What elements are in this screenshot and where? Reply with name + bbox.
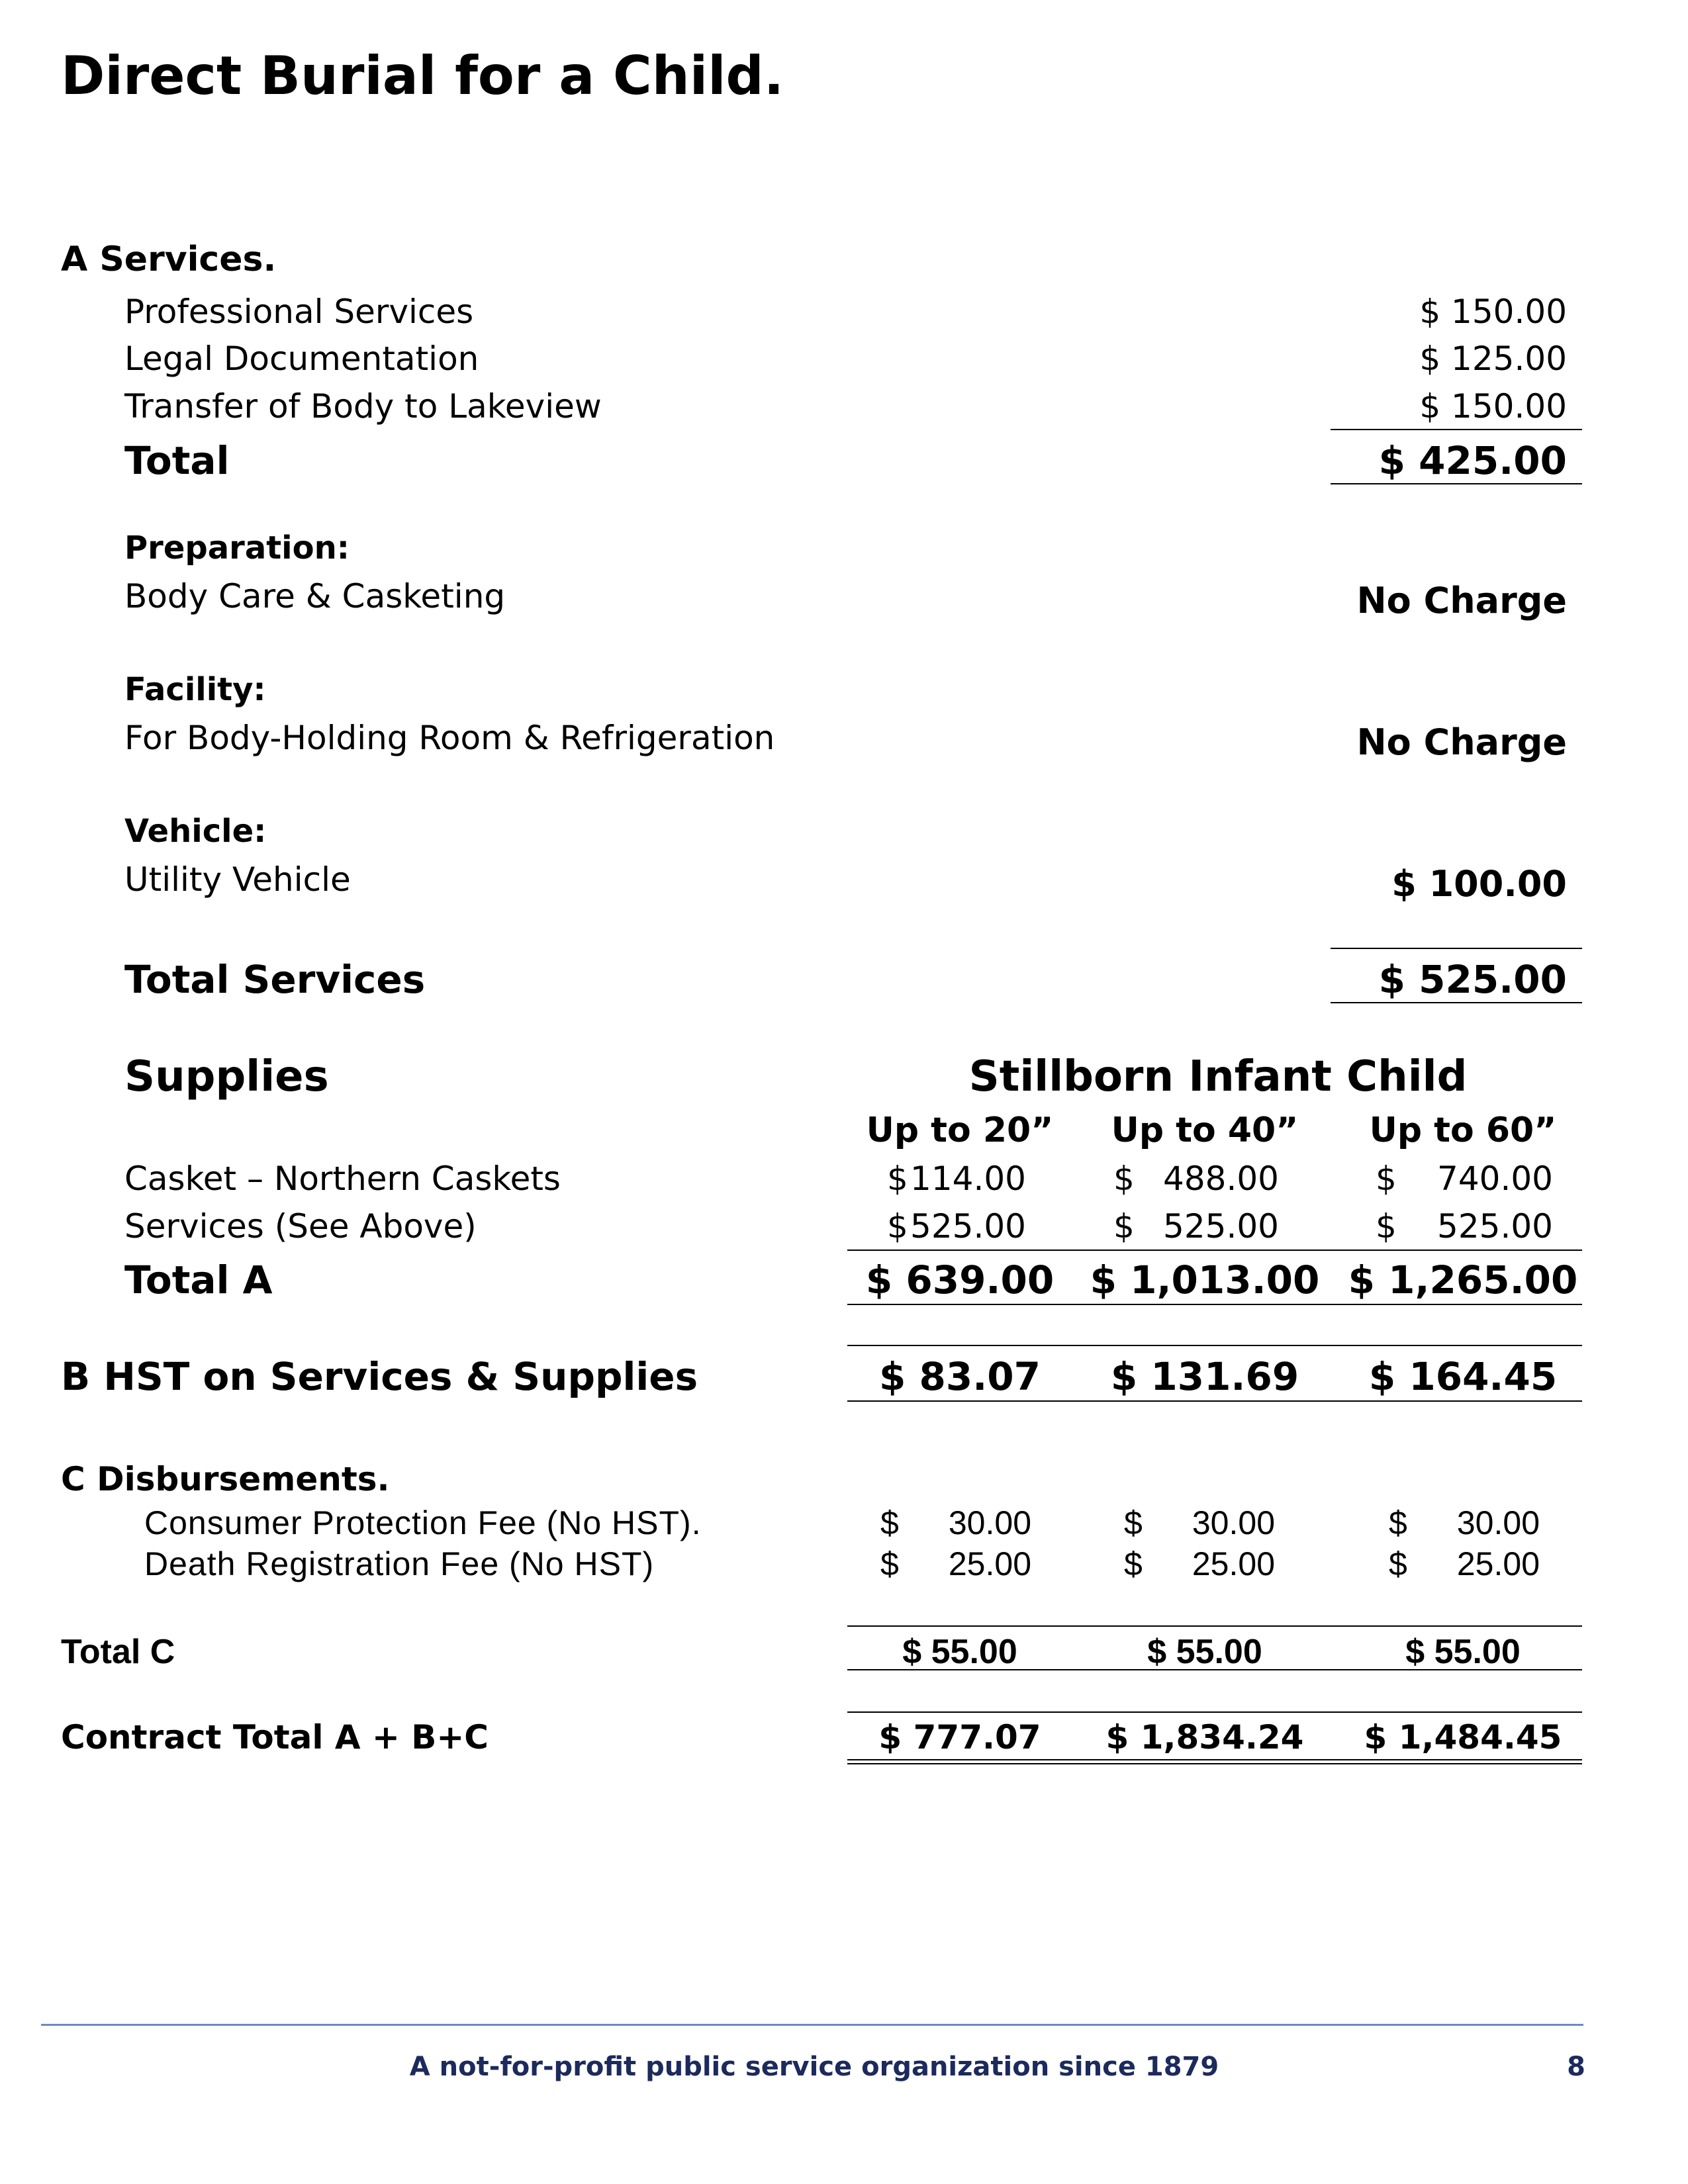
hst-label: B HST on Services & Supplies [61,1354,698,1399]
amount-value: 30.00 [1456,1504,1540,1541]
divider [1331,429,1582,430]
service-item-label: Transfer of Body to Lakeview [124,387,602,426]
amount-value: 488.00 [1163,1160,1279,1198]
currency-symbol: $ [880,1545,899,1582]
divider [847,1711,1582,1713]
service-item-amount: $ 125.00 [1419,340,1567,378]
currency-symbol: $ [1376,1160,1397,1198]
double-underline [847,1759,1582,1764]
divider [847,1345,1582,1346]
supplies-heading: Supplies [124,1052,329,1101]
currency-symbol: $ [887,1160,908,1198]
currency-symbol: $ [1376,1207,1397,1246]
column-header: Up to 40” [1111,1111,1299,1150]
currency-symbol: $ [887,1207,908,1246]
services-total-label: Total [124,438,230,483]
service-item-label: Professional Services [124,293,474,331]
contract-total-value: $ 1,484.45 [1364,1718,1562,1756]
facility-heading: Facility: [124,671,266,708]
total-a-value: $ 1,265.00 [1348,1257,1578,1302]
amount-value: 525.00 [1437,1207,1553,1246]
amount-value: 25.00 [1192,1545,1275,1582]
total-c-value: $ 55.00 [1147,1633,1262,1671]
divider [847,1625,1582,1627]
disbursement-item-label: Consumer Protection Fee (No HST). [144,1504,702,1541]
page-title: Direct Burial for a Child. [61,45,784,107]
currency-symbol: $ [1113,1160,1135,1198]
contract-total-value: $ 1,834.24 [1105,1718,1304,1756]
currency-symbol: $ [1389,1545,1407,1582]
services-total-amount: $ 425.00 [1378,438,1567,483]
footer-text: A not-for-profit public service organization since 1879 [409,2052,1219,2082]
vehicle-heading: Vehicle: [124,813,267,850]
supply-item-label: Casket – Northern Caskets [124,1160,561,1198]
service-item-label: Legal Documentation [124,340,479,378]
total-a-value: $ 1,013.00 [1090,1257,1320,1302]
contract-total-label: Contract Total A + B+C [61,1718,489,1756]
vehicle-charge: $ 100.00 [1391,863,1567,905]
currency-symbol: $ [1124,1545,1143,1582]
total-c-value: $ 55.00 [902,1633,1017,1671]
currency-symbol: $ [1113,1207,1135,1246]
preparation-heading: Preparation: [124,529,350,567]
service-item-amount: $ 150.00 [1419,293,1567,331]
amount-value: 25.00 [948,1545,1031,1582]
service-item-amount: $ 150.00 [1419,387,1567,426]
currency-symbol: $ [1389,1504,1407,1541]
total-c-value: $ 55.00 [1405,1633,1521,1671]
supply-item-label: Services (See Above) [124,1207,477,1246]
supplies-group-heading: Stillborn Infant Child [968,1052,1468,1101]
disbursements-heading: C Disbursements. [61,1460,390,1498]
divider [1331,948,1582,949]
column-header: Up to 60” [1369,1111,1557,1150]
divider [847,1669,1582,1670]
hst-value: $ 131.69 [1110,1354,1299,1399]
total-a-value: $ 639.00 [865,1257,1055,1302]
amount-value: 30.00 [948,1504,1031,1541]
column-header: Up to 20” [866,1111,1054,1150]
hst-value: $ 164.45 [1368,1354,1558,1399]
total-services-label: Total Services [124,957,426,1002]
footer-rule [41,2024,1583,2026]
hst-value: $ 83.07 [878,1354,1041,1399]
divider [847,1304,1582,1305]
amount-value: 525.00 [1163,1207,1279,1246]
divider [847,1400,1582,1402]
amount-value: 740.00 [1437,1160,1553,1198]
currency-symbol: $ [1124,1504,1143,1541]
disbursement-item-label: Death Registration Fee (No HST) [144,1545,655,1582]
amount-value: 114.00 [910,1160,1026,1198]
page-number: 8 [1567,2052,1585,2082]
amount-value: 30.00 [1192,1504,1275,1541]
preparation-charge: No Charge [1356,580,1567,621]
amount-value: 525.00 [910,1207,1026,1246]
amount-value: 25.00 [1456,1545,1540,1582]
facility-item: For Body-Holding Room & Refrigeration [124,719,775,757]
preparation-item: Body Care & Casketing [124,577,506,615]
services-heading: A Services. [61,240,277,279]
divider [1331,483,1582,484]
contract-total-value: $ 777.07 [878,1718,1041,1756]
vehicle-item: Utility Vehicle [124,860,351,899]
total-c-label: Total C [61,1633,175,1671]
total-services-amount: $ 525.00 [1378,957,1567,1002]
total-a-label: Total A [124,1257,273,1302]
facility-charge: No Charge [1356,721,1567,763]
divider [847,1250,1582,1251]
currency-symbol: $ [880,1504,899,1541]
divider [1331,1002,1582,1003]
